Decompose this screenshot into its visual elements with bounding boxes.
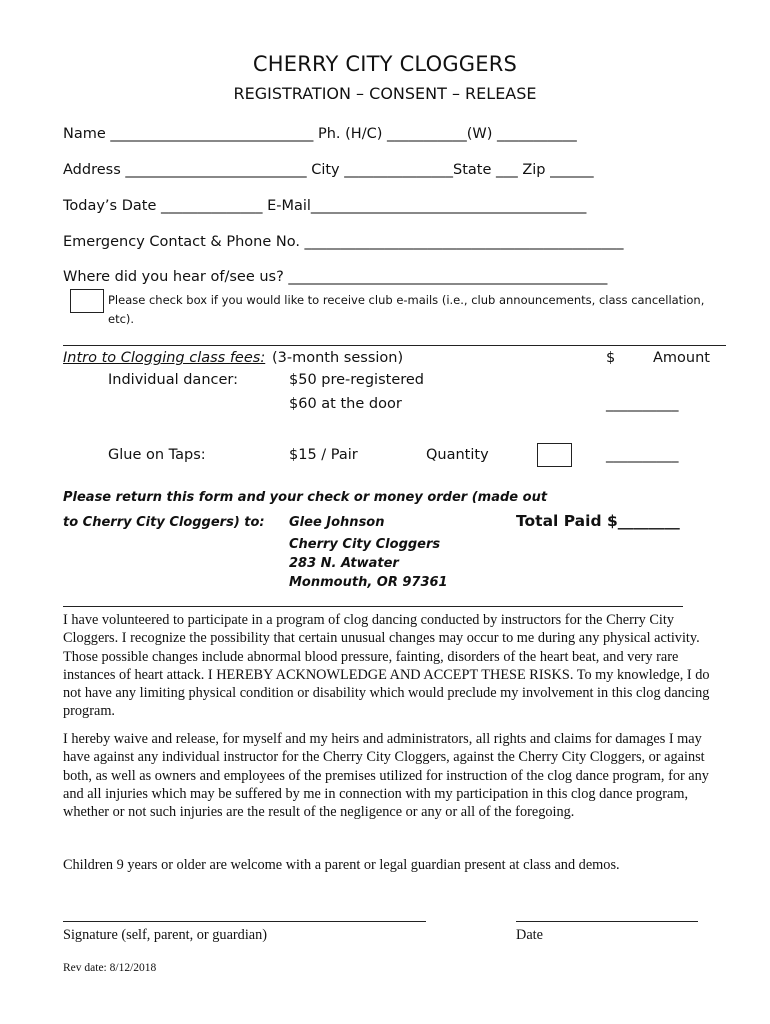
release-paragraph: I hereby waive and release, for myself and my heirs and administrators, all rights and claims for damages I may have against any individual instructor for the Cherry City Cloggers, against the Cherry City Cloggers, or against both, as well as owners and employees of the premises utilized for instruction of the clog dance program, for any and all injuries which may be suffered by me in connection with my participation in this clog dance program, whether or not such injuries are the result of the negligence or any or all of the foregoing. xyxy=(63,731,709,821)
mailing-address-city: Monmouth, OR 97361 xyxy=(289,575,448,590)
form-title: CHERRY CITY CLOGGERS xyxy=(252,52,518,76)
waiver-divider xyxy=(63,606,683,607)
address-field-line[interactable]: Address _________________________ City _______________State ___ Zip ______ xyxy=(63,162,594,178)
children-policy-paragraph: Children 9 years or older are welcome with a parent or legal guardian present at class and demos. xyxy=(63,857,620,873)
fees-heading: Intro to Clogging class fees: xyxy=(63,350,266,366)
email-optin-checkbox[interactable] xyxy=(70,289,104,313)
date-label: Date xyxy=(516,927,543,943)
return-instructions-line1: Please return this form and your check or money order (made out xyxy=(63,490,548,505)
amount-header: Amount xyxy=(653,350,710,366)
mailing-address-org: Cherry City Cloggers xyxy=(289,537,441,552)
revision-date: Rev date: 8/12/2018 xyxy=(63,962,157,974)
mailing-address-street: 283 N. Atwater xyxy=(289,556,399,571)
session-length: (3-month session) xyxy=(272,350,404,366)
glue-taps-amount-line[interactable]: __________ xyxy=(606,447,679,463)
at-door-price: $60 at the door xyxy=(289,396,402,412)
quantity-label: Quantity xyxy=(426,447,489,463)
signature-label: Signature (self, parent, or guardian) xyxy=(63,927,268,943)
name-phone-field-line[interactable]: Name ____________________________ Ph. (H/C) ___________(W) ___________ xyxy=(63,126,577,142)
total-paid-field[interactable]: Total Paid $________ xyxy=(516,512,680,530)
return-instructions-line2: to Cherry City Cloggers) to: xyxy=(63,515,265,530)
glue-taps-label: Glue on Taps: xyxy=(108,447,206,463)
fees-divider xyxy=(63,345,726,346)
quantity-input-box[interactable] xyxy=(537,443,572,467)
email-optin-text: Please check box if you would like to receive club e-mails (i.e., club announcements, class cancellation, etc). xyxy=(108,293,705,326)
emergency-contact-field-line[interactable]: Emergency Contact & Phone No. ____________________________________________ xyxy=(63,234,624,250)
form-subtitle: REGISTRATION – CONSENT – RELEASE xyxy=(233,84,537,103)
dollar-header: $ xyxy=(606,350,616,366)
preregistered-price: $50 pre-registered xyxy=(289,372,425,388)
date-email-field-line[interactable]: Today’s Date ______________ E-Mail______________________________________ xyxy=(63,198,587,214)
individual-amount-line[interactable]: __________ xyxy=(606,396,679,412)
mailing-address-name: Glee Johnson xyxy=(289,515,385,530)
referral-field-line[interactable]: Where did you hear of/see us? ____________________________________________ xyxy=(63,269,608,285)
glue-taps-price: $15 / Pair xyxy=(289,447,358,463)
risk-acknowledgement-paragraph: I have volunteered to participate in a program of clog dancing conducted by instructors for the Cherry City Cloggers. I recognize the possibility that certain unusual changes may occur to me during any physical activity. Those possible changes include abnormal blood pressure, fainting, disorders of the heart beat, and very rare instances of heart attack. I HEREBY ACKNOWLEDGE AND ACCEPT THESE RISKS. To my knowledge, I do not have any limiting physical condition or disability which would preclude my involvement in this clog dancing program. xyxy=(63,612,710,720)
individual-dancer-label: Individual dancer: xyxy=(108,372,238,388)
date-line[interactable] xyxy=(516,921,698,922)
signature-line[interactable] xyxy=(63,921,426,922)
